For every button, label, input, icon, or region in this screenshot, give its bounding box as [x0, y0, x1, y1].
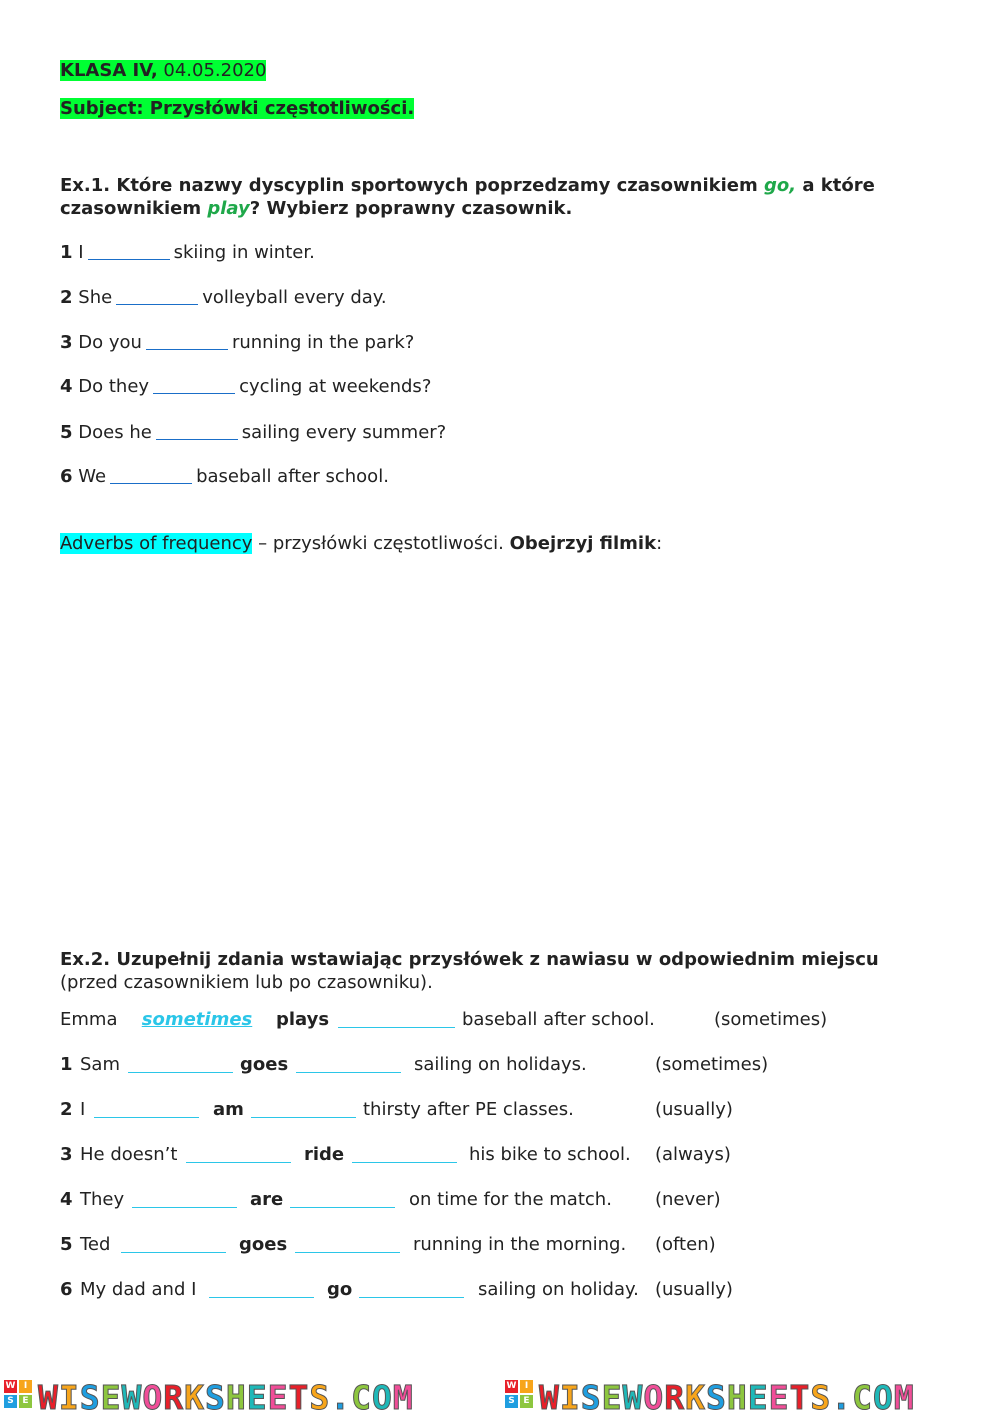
logo-tile-icon: [4, 1380, 34, 1410]
item-rest: his bike to school.: [469, 1144, 631, 1165]
item-number: 2: [60, 1099, 73, 1120]
answer-blank[interactable]: [295, 1252, 400, 1253]
item-hint: (never): [655, 1189, 721, 1210]
ex1-item: [60, 376, 431, 397]
example-verb: plays: [276, 1009, 330, 1030]
brand-letter: E: [768, 1378, 790, 1417]
brand-letter: S: [580, 1378, 602, 1417]
ex1-title-part: ? Wybierz poprawny czasownik.: [249, 198, 573, 219]
brand-letter: K: [184, 1378, 205, 1417]
answer-blank[interactable]: [209, 1297, 314, 1298]
item-rest: sailing on holidays.: [414, 1054, 587, 1075]
item-number: 1: [60, 242, 73, 263]
item-verb: ride: [304, 1144, 345, 1165]
item-verb: am: [213, 1099, 244, 1120]
answer-blank[interactable]: [251, 1117, 356, 1118]
word-play: play: [207, 198, 250, 219]
brand-letter: S: [309, 1378, 331, 1417]
answer-blank[interactable]: [132, 1207, 237, 1208]
adverbs-highlight: Adverbs of frequency: [60, 533, 253, 554]
example-subject: Emma: [60, 1009, 118, 1030]
adverbs-text: – przysłówki częstotliwości.: [252, 533, 510, 554]
ex1-title-part: Ex.1. Które nazwy dyscyplin sportowych poprzedzamy czasownikiem: [60, 175, 764, 196]
answer-blank[interactable]: [146, 333, 228, 350]
date: 04.05.2020: [157, 60, 267, 81]
colon: :: [656, 533, 663, 554]
item-before: I: [78, 242, 84, 263]
answer-blank[interactable]: [128, 1072, 233, 1073]
brand-letter: T: [789, 1378, 811, 1417]
brand-letter: E: [267, 1378, 289, 1417]
answer-blank[interactable]: [359, 1297, 464, 1298]
tile-letter: S: [4, 1395, 17, 1408]
answer-blank[interactable]: [121, 1252, 226, 1253]
tile-letter: I: [19, 1380, 32, 1393]
item-before: Do they: [78, 376, 150, 397]
item-subject: Sam: [80, 1054, 120, 1075]
item-hint: (always): [655, 1144, 731, 1165]
example-answer: sometimes: [141, 1009, 253, 1030]
item-verb: go: [327, 1279, 353, 1300]
item-rest: sailing on holiday.: [478, 1279, 639, 1300]
brand-letter: O: [643, 1378, 665, 1417]
brand-letter: H: [726, 1378, 748, 1417]
brand-letter: E: [246, 1378, 268, 1417]
tile-letter: E: [19, 1395, 32, 1408]
ex2-title: [60, 948, 879, 994]
brand-letter: R: [163, 1378, 185, 1417]
brand-letter: S: [205, 1378, 226, 1417]
adverbs-line: [60, 533, 662, 554]
class-label: KLASA IV,: [60, 60, 158, 81]
brand-letter: E: [601, 1378, 623, 1417]
ex2-item: [60, 1234, 960, 1258]
item-after: volleyball every day.: [202, 287, 387, 308]
item-verb: goes: [239, 1234, 288, 1255]
tile-letter: W: [506, 1381, 517, 1391]
item-number: 3: [60, 332, 73, 353]
brand-letter: O: [372, 1378, 393, 1417]
brand-letter: I: [559, 1378, 581, 1417]
ex2-item: [60, 1144, 960, 1168]
item-before: Does he: [78, 422, 152, 443]
brand-letter: I: [58, 1378, 80, 1417]
item-before: She: [78, 287, 113, 308]
item-number: 6: [60, 1279, 73, 1300]
brand-letter: S: [79, 1378, 101, 1417]
ex1-item: [60, 466, 389, 487]
ex1-title-part: a które: [796, 175, 875, 196]
item-verb: are: [250, 1189, 284, 1210]
ex1-title-part: czasownikiem: [60, 198, 208, 219]
answer-blank[interactable]: [88, 243, 170, 260]
ex1-item: [60, 422, 446, 443]
item-subject: He doesn’t: [80, 1144, 178, 1165]
ex2-title-normal: (przed czasownikiem lub po czasowniku).: [60, 972, 433, 993]
brand-letter: E: [747, 1378, 769, 1417]
subject-heading: [60, 98, 414, 119]
tile-letter: E: [520, 1395, 533, 1408]
brand-logo-text: [38, 1378, 414, 1417]
item-hint: (usually): [655, 1099, 733, 1120]
item-after: cycling at weekends?: [239, 376, 432, 397]
example-hint: (sometimes): [714, 1009, 828, 1030]
item-number: 5: [60, 422, 73, 443]
tile-letter: S: [505, 1395, 518, 1408]
word-go: go,: [764, 175, 797, 196]
brand-letter: C: [852, 1378, 873, 1417]
item-after: running in the park?: [231, 332, 415, 353]
ex1-title: [60, 174, 875, 220]
item-hint: (usually): [655, 1279, 733, 1300]
subject-text: Subject: Przysłówki częstotliwości.: [60, 98, 415, 119]
ex1-item: [60, 332, 414, 353]
brand-letter: H: [225, 1378, 247, 1417]
answer-blank[interactable]: [290, 1207, 395, 1208]
answer-blank[interactable]: [94, 1117, 199, 1118]
item-subject: Ted: [80, 1234, 111, 1255]
item-subject: My dad and I: [80, 1279, 197, 1300]
logo-tile-icon: [505, 1380, 535, 1410]
item-rest: running in the morning.: [413, 1234, 627, 1255]
brand-letter: W: [38, 1378, 59, 1417]
item-rest: on time for the match.: [409, 1189, 612, 1210]
answer-blank[interactable]: [296, 1072, 401, 1073]
watch-video-label: Obejrzyj filmik: [509, 533, 657, 554]
brand-letter: K: [685, 1378, 706, 1417]
item-number: 4: [60, 1189, 73, 1210]
item-subject: They: [80, 1189, 125, 1210]
item-subject: I: [80, 1099, 86, 1120]
item-after: skiing in winter.: [173, 242, 315, 263]
brand-letter: O: [142, 1378, 164, 1417]
ex2-item: [60, 1054, 960, 1078]
ex2-item: [60, 1189, 960, 1213]
item-verb: goes: [240, 1054, 289, 1075]
brand-letter: M: [893, 1378, 915, 1417]
ex2-example-row: [60, 1009, 960, 1033]
item-rest: thirsty after PE classes.: [363, 1099, 574, 1120]
item-before: Do you: [78, 332, 142, 353]
item-number: 4: [60, 376, 73, 397]
brand-letter: M: [392, 1378, 414, 1417]
ex1-item: [60, 242, 315, 263]
ex2-title-bold: Ex.2. Uzupełnij zdania wstawiając przysłówek z nawiasu w odpowiednim miejscu: [60, 949, 879, 970]
class-header: [60, 60, 266, 81]
item-after: sailing every summer?: [241, 422, 447, 443]
answer-blank[interactable]: [186, 1162, 291, 1163]
item-after: baseball after school.: [196, 466, 389, 487]
tile-letter: W: [5, 1381, 16, 1391]
answer-blank[interactable]: [338, 1027, 455, 1028]
item-before: We: [78, 466, 107, 487]
answer-blank[interactable]: [156, 423, 238, 440]
item-number: 1: [60, 1054, 73, 1075]
example-rest: baseball after school.: [462, 1009, 655, 1030]
brand-letter: W: [539, 1378, 560, 1417]
item-number: 3: [60, 1144, 73, 1165]
brand-letter: T: [288, 1378, 310, 1417]
brand-letter: W: [622, 1378, 644, 1417]
answer-blank[interactable]: [153, 377, 235, 394]
brand-letter: E: [100, 1378, 122, 1417]
item-hint: (often): [655, 1234, 716, 1255]
brand-letter: W: [121, 1378, 143, 1417]
brand-letter: .: [831, 1378, 853, 1417]
answer-blank[interactable]: [352, 1162, 457, 1163]
ex2-item: [60, 1099, 960, 1123]
item-number: 2: [60, 287, 73, 308]
ex1-item: [60, 287, 387, 308]
item-number: 6: [60, 466, 73, 487]
brand-letter: R: [664, 1378, 686, 1417]
item-number: 5: [60, 1234, 73, 1255]
tile-letter: I: [520, 1380, 533, 1393]
item-hint: (sometimes): [655, 1054, 769, 1075]
brand-letter: .: [330, 1378, 352, 1417]
answer-blank[interactable]: [116, 288, 198, 305]
answer-blank[interactable]: [110, 467, 192, 484]
brand-letter: S: [810, 1378, 832, 1417]
brand-logo-text: [539, 1378, 915, 1417]
brand-letter: O: [873, 1378, 894, 1417]
watermark-footer: [0, 1378, 1000, 1417]
brand-letter: S: [706, 1378, 727, 1417]
ex2-item: [60, 1279, 960, 1303]
brand-letter: C: [351, 1378, 372, 1417]
